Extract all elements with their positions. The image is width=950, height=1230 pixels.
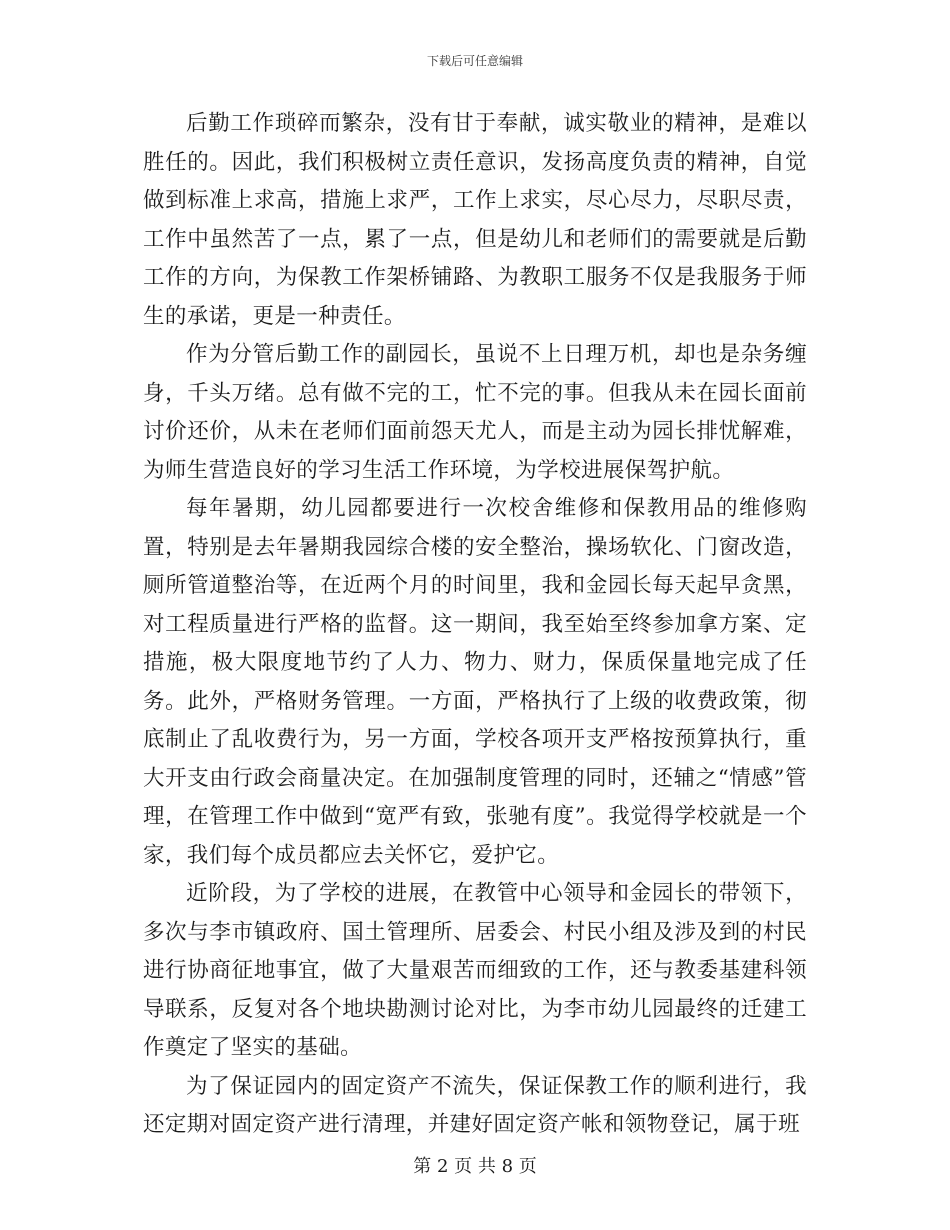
page-header-note: 下载后可任意编辑 — [426, 54, 523, 68]
paragraph-logistics-work: 后勤工作琐碎而繁杂，没有甘于奉献，诚实敬业的精神，是难以胜任的。因此，我们积极树立责任意识，发扬高度负责的精神，自觉做到标准上求高，措施上求严，工作上求实，尽心尽力，尽职尽责，工作中虽然苦了一点，累了一点，但是幼儿和老师们的需要就是后勤工作的方向，为保教工作架桥铺路、为教职工服务不仅是我服务于师生的承诺，更是一种责任。 — [143, 111, 807, 329]
document-body — [143, 105, 807, 1145]
page-number-footer: 第 2 页 共 8 页 — [413, 1156, 537, 1177]
paragraph-fixed-assets: 为了保证园内的固定资产不流失，保证保教工作的顺利进行，我还定期对固定资产进行清理，并建好固定资产帐和领物登记，属于班 — [143, 1073, 807, 1137]
paragraph-summer-maintenance: 每年暑期，幼儿园都要进行一次校舍维修和保教用品的维修购置，特别是去年暑期我园综合楼的安全整治，操场软化、门窗改造，厕所管道整治等，在近两个月的时间里，我和金园长每天起早贪黑，对工程质量进行严格的监督。这一期间，我至始至终参加拿方案、定措施，极大限度地节约了人力、物力、财力，保质保量地完成了任务。此外，严格财务管理。一方面，严格执行了上级的收费政策，彻底制止了乱收费行为，另一方面，学校各项开支严格按预算执行，重大开支由行政会商量决定。在加强制度管理的同时，还辅之“情感”管理，在管理工作中做到“宽严有致，张驰有度”。我觉得学校就是一个家，我们每个成员都应去关怀它，爱护它。 — [143, 496, 807, 868]
paragraph-vice-principal-role: 作为分管后勤工作的副园长，虽说不上日理万机，却也是杂务缠身，千头万绪。总有做不完的工，忙不完的事。但我从未在园长面前讨价还价，从未在老师们面前怨天尤人，而是主动为园长排忧解难，为师生营造良好的学习生活工作环境，为学校进展保驾护航。 — [143, 342, 807, 483]
paragraph-land-acquisition: 近阶段，为了学校的进展，在教管中心领导和金园长的带领下，多次与李市镇政府、国土管理所、居委会、村民小组及涉及到的村民进行协商征地事宜，做了大量艰苦而细致的工作，还与教委基建科领导联系，反复对各个地块勘测讨论对比，为李市幼儿园最终的迁建工作奠定了坚实的基础。 — [143, 881, 807, 1060]
